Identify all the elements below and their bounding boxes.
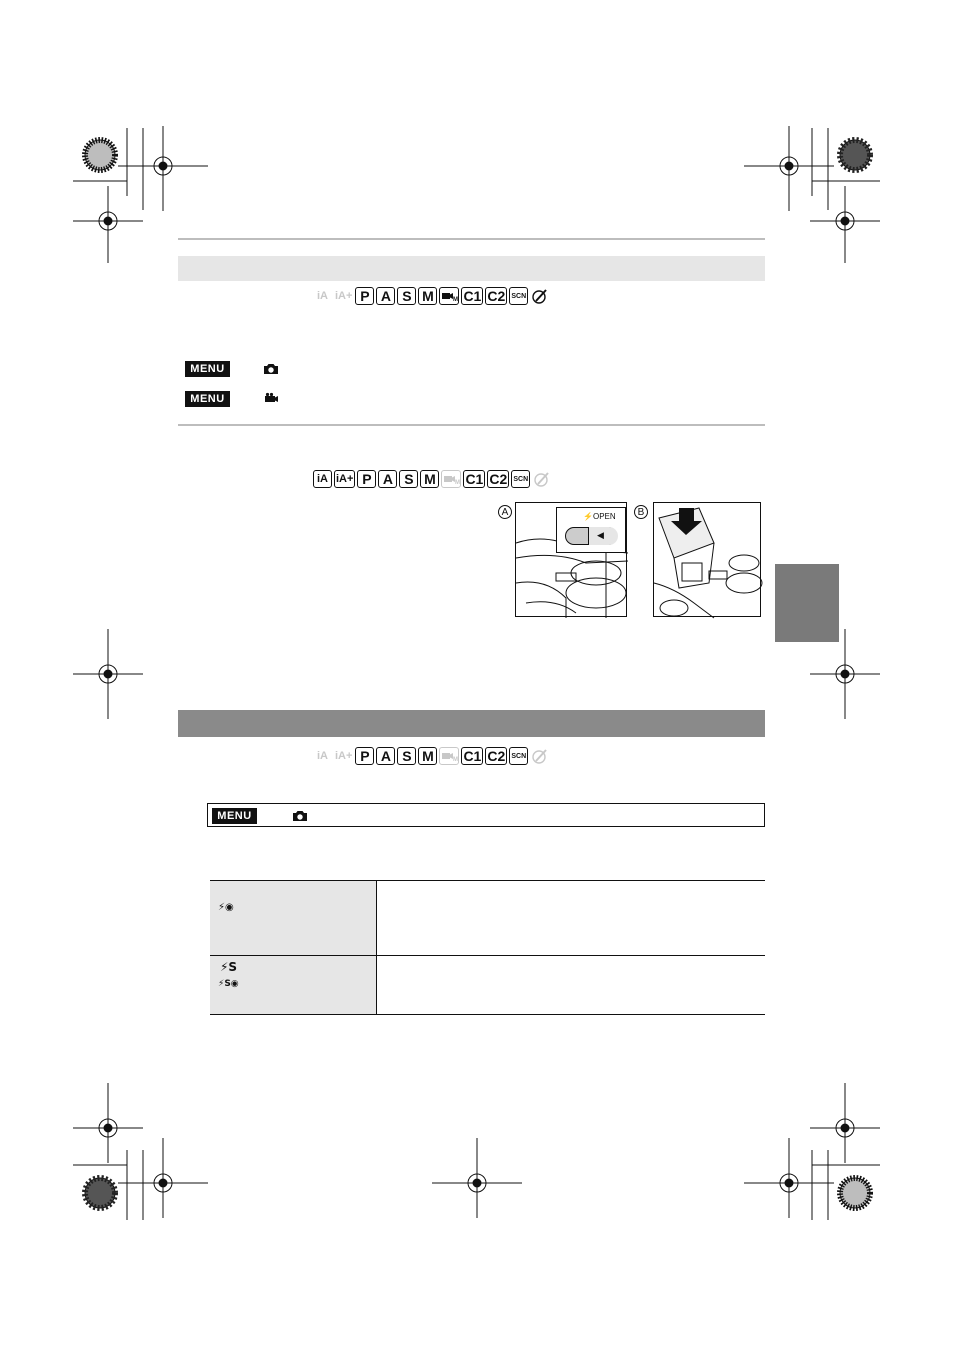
open-text: OPEN [592,512,616,521]
mode-icon-creative [532,470,552,488]
movie-camera-icon [263,392,279,404]
mode-icons-mid [313,469,552,489]
flash-close-illustration [653,502,761,617]
camera-icon-bottom [292,810,308,822]
illustration-label-a: A [498,505,512,519]
flash-mode-table [210,880,765,1015]
illustration-label-b: B [634,505,648,519]
mode-icon-creative [530,287,550,305]
section-header-band-1 [178,256,765,281]
svg-text:M: M [453,757,459,763]
mode-icon-a: A [378,470,397,488]
chapter-side-tab [775,564,839,642]
mid-rule [178,424,765,426]
mode-icon-scn: SCN [511,470,530,488]
menu-path-box [207,803,765,827]
flash-open-switch [565,527,617,545]
camera-icon [263,363,279,375]
flash-switch-illustration [515,502,627,617]
mode-icon-a: A [376,287,395,305]
svg-text:M: M [453,297,459,303]
mode-icon-c1: C1 [465,471,484,487]
mode-icon-p: P [357,470,376,488]
mode-icon-scn: SCN [509,747,528,765]
mode-icon-m-movie [441,470,461,488]
mode-icon-c2: C2 [487,748,506,764]
mode-icon-c2: C2 [487,288,506,304]
slow-sync-flash-icon: ⚡S [220,960,238,974]
menu-badge-2: MENU [185,391,230,407]
mode-icons-top [313,286,550,306]
mode-icon-ia-plus: iA+ [335,749,353,762]
table-top-line [210,880,765,881]
slow-sync-red-eye-flash-icon: ⚡S◉ [218,979,239,989]
mode-icon-ia-plus: iA+ [335,289,353,302]
svg-text:M: M [455,480,461,486]
mode-icon-ia: iA [317,749,328,762]
table-bottom-line [210,1014,765,1015]
menu-badge-3: MENU [212,808,257,824]
table-row-1-label-cell [210,880,376,955]
mode-icons-bottom [313,746,550,766]
flash-open-label [583,512,616,521]
mode-icon-creative [530,747,550,765]
arrow-left-icon: ◀ [597,530,604,540]
section-header-band-2 [178,710,765,737]
mode-icon-c1: C1 [463,288,482,304]
table-column-divider [376,880,377,1015]
mode-icon-m: M [418,287,437,305]
menu-badge-1: MENU [185,361,230,377]
mode-icon-m: M [420,470,439,488]
mode-icon-a: A [376,747,395,765]
mode-icon-s: S [397,747,416,765]
switch-callout [556,507,626,553]
mode-icon-scn: SCN [509,287,528,305]
mode-icon-ia: iA [313,470,332,488]
lightning-icon: ⚡ [583,512,593,521]
table-row-divider [210,955,765,956]
mode-icon-m-movie [439,747,459,765]
mode-icon-c1: C1 [463,748,482,764]
mode-icon-p: P [355,287,374,305]
mode-icon-ia-plus: iA+ [334,470,355,488]
mode-icon-s: S [399,470,418,488]
mode-icon-m-movie [439,287,459,305]
mode-icon-s: S [397,287,416,305]
mode-icon-m: M [418,747,437,765]
mode-icon-ia: iA [317,289,328,302]
top-rule [178,238,765,240]
flash-unit-drawing [654,503,762,618]
mode-icon-c2: C2 [489,471,508,487]
mode-icon-p: P [355,747,374,765]
red-eye-flash-icon: ⚡◉ [218,902,234,913]
